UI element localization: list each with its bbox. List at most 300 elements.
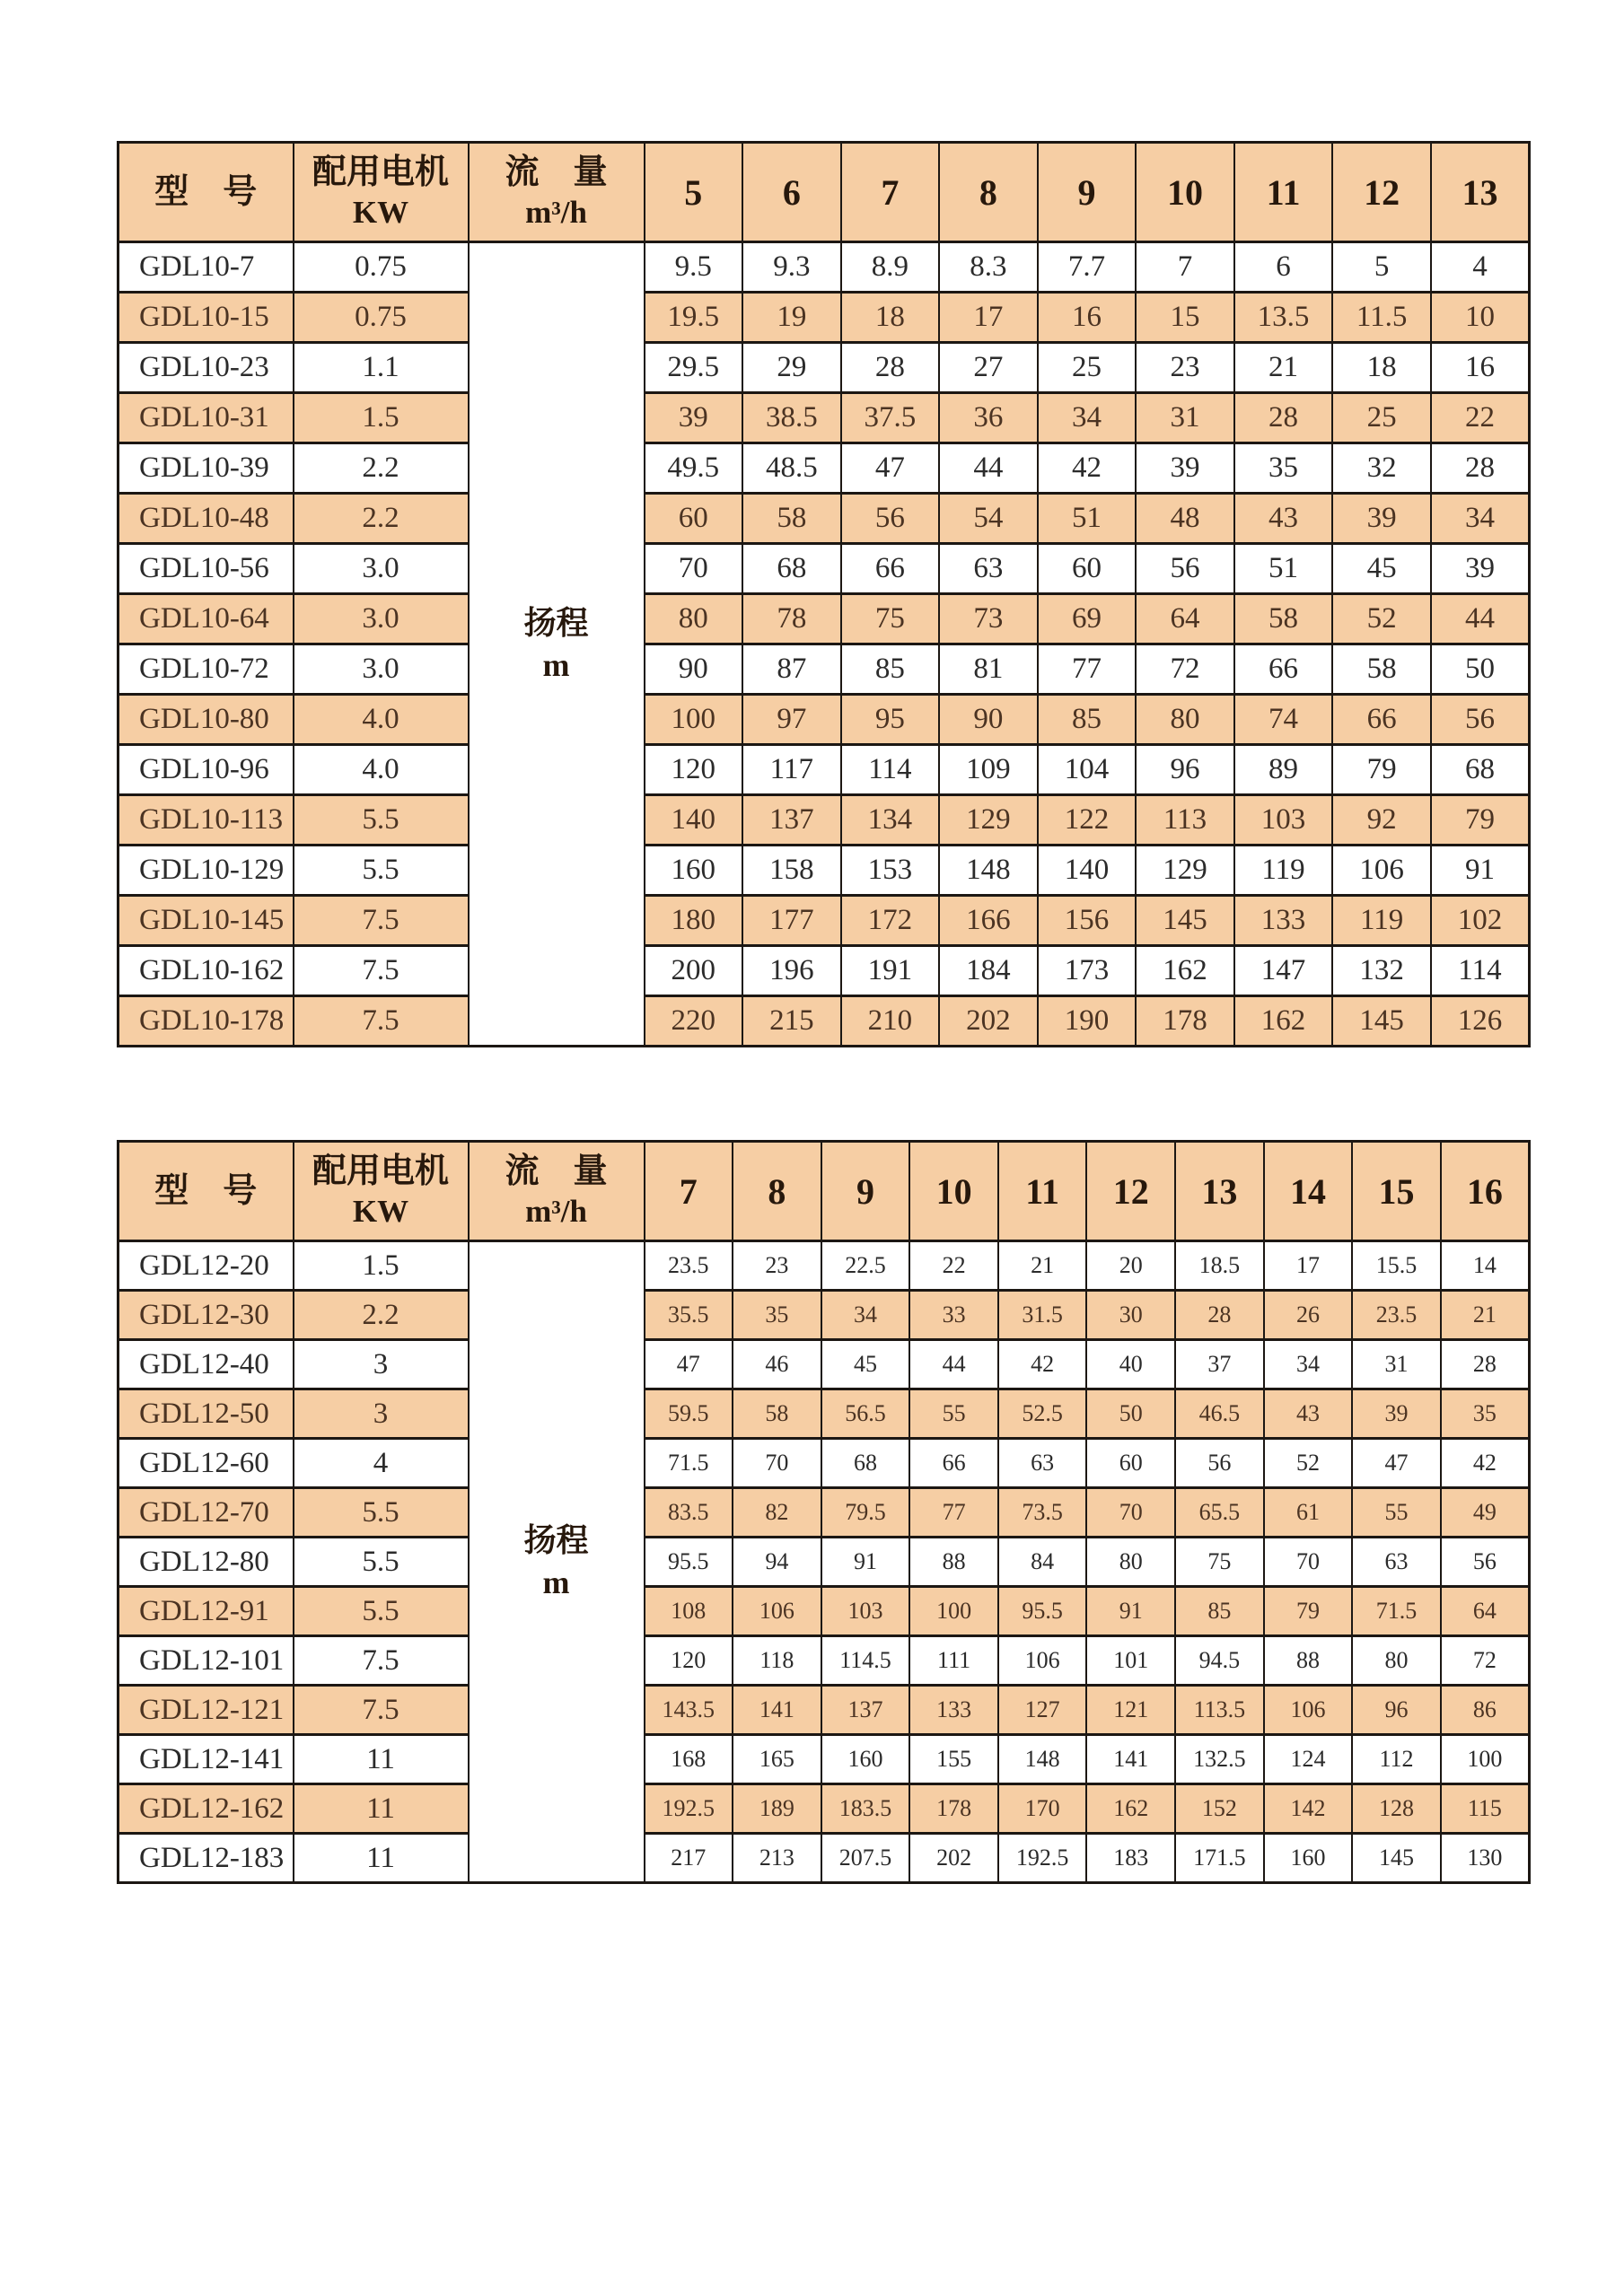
head-value-cell: 96 bbox=[1352, 1686, 1441, 1735]
head-unit-cell bbox=[469, 1241, 645, 1883]
table-row bbox=[119, 1241, 1530, 1291]
head-value-cell: 92 bbox=[1332, 795, 1431, 846]
flow-header-unit: m³/h bbox=[525, 194, 587, 230]
head-value-cell: 21 bbox=[998, 1241, 1087, 1291]
head-value-cell: 8.3 bbox=[939, 242, 1038, 293]
head-value-cell: 64 bbox=[1441, 1587, 1530, 1636]
head-value-cell: 38.5 bbox=[742, 393, 841, 443]
head-value-cell: 168 bbox=[645, 1735, 733, 1784]
head-value-cell: 18 bbox=[841, 293, 940, 343]
head-value-cell: 162 bbox=[1086, 1784, 1175, 1834]
head-value-cell: 71.5 bbox=[1352, 1587, 1441, 1636]
head-value-cell: 39 bbox=[1136, 443, 1234, 494]
head-value-cell: 103 bbox=[821, 1587, 910, 1636]
head-value-cell: 200 bbox=[645, 946, 743, 996]
head-value-cell: 7.7 bbox=[1038, 242, 1137, 293]
head-value-cell: 56 bbox=[1431, 695, 1530, 745]
head-value-cell: 100 bbox=[645, 695, 743, 745]
head-value-cell: 215 bbox=[742, 996, 841, 1047]
head-value-cell: 82 bbox=[733, 1488, 821, 1538]
model-cell: GDL10-162 bbox=[119, 946, 294, 996]
head-value-cell: 190 bbox=[1038, 996, 1137, 1047]
head-value-cell: 35.5 bbox=[645, 1291, 733, 1340]
head-unit-cell bbox=[469, 242, 645, 1047]
head-value-cell: 148 bbox=[939, 846, 1038, 896]
head-value-cell: 118 bbox=[733, 1636, 821, 1686]
head-value-cell: 207.5 bbox=[821, 1834, 910, 1883]
motor-kw-cell: 5.5 bbox=[294, 795, 469, 846]
head-value-cell: 36 bbox=[939, 393, 1038, 443]
motor-kw-cell: 7.5 bbox=[294, 946, 469, 996]
head-value-cell: 13.5 bbox=[1234, 293, 1333, 343]
head-value-cell: 45 bbox=[1332, 544, 1431, 594]
model-cell: GDL10-7 bbox=[119, 242, 294, 293]
header-row bbox=[119, 1142, 1530, 1241]
head-value-cell: 79 bbox=[1332, 745, 1431, 795]
model-cell: GDL12-183 bbox=[119, 1834, 294, 1883]
motor-header-label: 配用电机 bbox=[312, 153, 449, 192]
head-value-cell: 75 bbox=[1175, 1538, 1264, 1587]
head-value-cell: 108 bbox=[645, 1587, 733, 1636]
head-value-cell: 160 bbox=[1264, 1834, 1353, 1883]
head-value-cell: 202 bbox=[939, 996, 1038, 1047]
head-value-cell: 72 bbox=[1136, 644, 1234, 695]
head-value-cell: 121 bbox=[1086, 1686, 1175, 1735]
table-row bbox=[119, 1389, 1530, 1439]
model-cell: GDL12-20 bbox=[119, 1241, 294, 1291]
head-value-cell: 70 bbox=[733, 1439, 821, 1488]
table-row bbox=[119, 1291, 1530, 1340]
head-value-cell: 37.5 bbox=[841, 393, 940, 443]
head-value-cell: 19.5 bbox=[645, 293, 743, 343]
head-value-cell: 66 bbox=[909, 1439, 998, 1488]
model-cell: GDL10-15 bbox=[119, 293, 294, 343]
head-value-cell: 85 bbox=[1038, 695, 1137, 745]
table-body bbox=[119, 242, 1530, 1047]
head-value-cell: 48.5 bbox=[742, 443, 841, 494]
head-value-cell: 16 bbox=[1431, 343, 1530, 393]
head-value-cell: 56 bbox=[1175, 1439, 1264, 1488]
flow-rate-column-header: 13 bbox=[1431, 143, 1530, 242]
head-value-cell: 43 bbox=[1264, 1389, 1353, 1439]
head-value-cell: 74 bbox=[1234, 695, 1333, 745]
table-row bbox=[119, 1834, 1530, 1883]
pump-spec-table-gdl12 bbox=[117, 1140, 1531, 1884]
head-value-cell: 86 bbox=[1441, 1686, 1530, 1735]
head-value-cell: 156 bbox=[1038, 896, 1137, 946]
model-cell: GDL12-60 bbox=[119, 1439, 294, 1488]
head-value-cell: 9.3 bbox=[742, 242, 841, 293]
head-value-cell: 37 bbox=[1175, 1340, 1264, 1389]
motor-kw-cell: 0.75 bbox=[294, 242, 469, 293]
model-cell: GDL12-91 bbox=[119, 1587, 294, 1636]
head-value-cell: 183 bbox=[1086, 1834, 1175, 1883]
model-cell: GDL10-113 bbox=[119, 795, 294, 846]
head-value-cell: 166 bbox=[939, 896, 1038, 946]
head-value-cell: 96 bbox=[1136, 745, 1234, 795]
table-row bbox=[119, 846, 1530, 896]
table-row bbox=[119, 795, 1530, 846]
head-value-cell: 160 bbox=[821, 1735, 910, 1784]
table-row bbox=[119, 1686, 1530, 1735]
head-value-cell: 85 bbox=[841, 644, 940, 695]
motor-kw-cell: 3.0 bbox=[294, 644, 469, 695]
model-cell: GDL10-178 bbox=[119, 996, 294, 1047]
motor-kw-cell: 4.0 bbox=[294, 745, 469, 795]
table-header bbox=[119, 1142, 1530, 1241]
head-value-cell: 171.5 bbox=[1175, 1834, 1264, 1883]
head-value-cell: 97 bbox=[742, 695, 841, 745]
head-value-cell: 184 bbox=[939, 946, 1038, 996]
head-value-cell: 51 bbox=[1234, 544, 1333, 594]
head-value-cell: 75 bbox=[841, 594, 940, 644]
head-value-cell: 30 bbox=[1086, 1291, 1175, 1340]
model-cell: GDL10-23 bbox=[119, 343, 294, 393]
head-value-cell: 56.5 bbox=[821, 1389, 910, 1439]
head-value-cell: 46 bbox=[733, 1340, 821, 1389]
head-value-cell: 44 bbox=[909, 1340, 998, 1389]
head-value-cell: 55 bbox=[1352, 1488, 1441, 1538]
head-value-cell: 113 bbox=[1136, 795, 1234, 846]
head-value-cell: 25 bbox=[1038, 343, 1137, 393]
table-row bbox=[119, 745, 1530, 795]
flow-header-label: 流 量 bbox=[505, 1152, 608, 1191]
head-value-cell: 140 bbox=[1038, 846, 1137, 896]
motor-kw-cell: 11 bbox=[294, 1735, 469, 1784]
head-value-cell: 91 bbox=[1431, 846, 1530, 896]
model-cell: GDL12-70 bbox=[119, 1488, 294, 1538]
flow-rate-column-header: 8 bbox=[939, 143, 1038, 242]
head-value-cell: 202 bbox=[909, 1834, 998, 1883]
head-value-cell: 91 bbox=[821, 1538, 910, 1587]
head-value-cell: 60 bbox=[1086, 1439, 1175, 1488]
head-value-cell: 80 bbox=[645, 594, 743, 644]
head-value-cell: 183.5 bbox=[821, 1784, 910, 1834]
head-value-cell: 152 bbox=[1175, 1784, 1264, 1834]
head-value-cell: 90 bbox=[645, 644, 743, 695]
head-value-cell: 34 bbox=[821, 1291, 910, 1340]
head-value-cell: 56 bbox=[1441, 1538, 1530, 1587]
head-value-cell: 34 bbox=[1431, 494, 1530, 544]
head-value-cell: 170 bbox=[998, 1784, 1087, 1834]
motor-kw-cell: 5.5 bbox=[294, 1587, 469, 1636]
table-row bbox=[119, 494, 1530, 544]
head-value-cell: 73.5 bbox=[998, 1488, 1087, 1538]
flow-rate-column-header: 10 bbox=[909, 1142, 998, 1241]
flow-rate-column-header: 11 bbox=[1234, 143, 1333, 242]
head-value-cell: 4 bbox=[1431, 242, 1530, 293]
head-value-cell: 68 bbox=[821, 1439, 910, 1488]
head-value-cell: 95.5 bbox=[645, 1538, 733, 1587]
head-value-cell: 47 bbox=[645, 1340, 733, 1389]
head-value-cell: 43 bbox=[1234, 494, 1333, 544]
head-value-cell: 44 bbox=[939, 443, 1038, 494]
model-cell: GDL12-30 bbox=[119, 1291, 294, 1340]
flow-rate-column-header: 13 bbox=[1175, 1142, 1264, 1241]
head-value-cell: 8.9 bbox=[841, 242, 940, 293]
model-cell: GDL12-40 bbox=[119, 1340, 294, 1389]
head-value-cell: 106 bbox=[1332, 846, 1431, 896]
head-value-cell: 63 bbox=[998, 1439, 1087, 1488]
head-value-cell: 180 bbox=[645, 896, 743, 946]
head-value-cell: 28 bbox=[841, 343, 940, 393]
motor-kw-cell: 3.0 bbox=[294, 594, 469, 644]
head-value-cell: 66 bbox=[841, 544, 940, 594]
head-value-cell: 79 bbox=[1431, 795, 1530, 846]
table-row bbox=[119, 1439, 1530, 1488]
head-value-cell: 45 bbox=[821, 1340, 910, 1389]
head-value-cell: 27 bbox=[939, 343, 1038, 393]
head-value-cell: 132 bbox=[1332, 946, 1431, 996]
head-value-cell: 178 bbox=[909, 1784, 998, 1834]
head-value-cell: 10 bbox=[1431, 293, 1530, 343]
model-cell: GDL10-80 bbox=[119, 695, 294, 745]
head-value-cell: 106 bbox=[998, 1636, 1087, 1686]
head-value-cell: 18.5 bbox=[1175, 1241, 1264, 1291]
head-value-cell: 129 bbox=[939, 795, 1038, 846]
head-value-cell: 91 bbox=[1086, 1587, 1175, 1636]
head-value-cell: 145 bbox=[1332, 996, 1431, 1047]
head-value-cell: 31 bbox=[1136, 393, 1234, 443]
table-row bbox=[119, 293, 1530, 343]
head-value-cell: 70 bbox=[1264, 1538, 1353, 1587]
head-value-cell: 145 bbox=[1352, 1834, 1441, 1883]
head-value-cell: 77 bbox=[909, 1488, 998, 1538]
head-value-cell: 23.5 bbox=[645, 1241, 733, 1291]
head-value-cell: 61 bbox=[1264, 1488, 1353, 1538]
motor-header-cell bbox=[294, 1142, 469, 1241]
head-unit-symbol: m bbox=[542, 646, 570, 683]
head-value-cell: 17 bbox=[1264, 1241, 1353, 1291]
head-value-cell: 122 bbox=[1038, 795, 1137, 846]
head-value-cell: 71.5 bbox=[645, 1439, 733, 1488]
head-value-cell: 60 bbox=[1038, 544, 1137, 594]
head-value-cell: 160 bbox=[645, 846, 743, 896]
head-value-cell: 80 bbox=[1352, 1636, 1441, 1686]
model-cell: GDL10-39 bbox=[119, 443, 294, 494]
head-value-cell: 173 bbox=[1038, 946, 1137, 996]
motor-kw-cell: 4.0 bbox=[294, 695, 469, 745]
head-value-cell: 87 bbox=[742, 644, 841, 695]
head-value-cell: 120 bbox=[645, 745, 743, 795]
head-value-cell: 132.5 bbox=[1175, 1735, 1264, 1784]
head-value-cell: 80 bbox=[1136, 695, 1234, 745]
head-value-cell: 141 bbox=[733, 1686, 821, 1735]
head-value-cell: 32 bbox=[1332, 443, 1431, 494]
motor-kw-cell: 7.5 bbox=[294, 1636, 469, 1686]
flow-header-label: 流 量 bbox=[505, 153, 608, 192]
head-value-cell: 39 bbox=[1431, 544, 1530, 594]
head-value-cell: 21 bbox=[1441, 1291, 1530, 1340]
model-header-cell: 型 号 bbox=[119, 143, 294, 242]
head-value-cell: 31.5 bbox=[998, 1291, 1087, 1340]
head-value-cell: 143.5 bbox=[645, 1686, 733, 1735]
head-value-cell: 147 bbox=[1234, 946, 1333, 996]
model-cell: GDL10-64 bbox=[119, 594, 294, 644]
head-value-cell: 49.5 bbox=[645, 443, 743, 494]
head-value-cell: 153 bbox=[841, 846, 940, 896]
head-value-cell: 47 bbox=[841, 443, 940, 494]
head-value-cell: 50 bbox=[1086, 1389, 1175, 1439]
head-value-cell: 90 bbox=[939, 695, 1038, 745]
motor-kw-cell: 2.2 bbox=[294, 1291, 469, 1340]
head-value-cell: 52 bbox=[1332, 594, 1431, 644]
head-value-cell: 23 bbox=[1136, 343, 1234, 393]
head-value-cell: 15.5 bbox=[1352, 1241, 1441, 1291]
head-value-cell: 16 bbox=[1038, 293, 1137, 343]
head-value-cell: 33 bbox=[909, 1291, 998, 1340]
model-cell: GDL12-50 bbox=[119, 1389, 294, 1439]
table-row bbox=[119, 1488, 1530, 1538]
table-row bbox=[119, 1340, 1530, 1389]
motor-kw-cell: 11 bbox=[294, 1784, 469, 1834]
head-value-cell: 78 bbox=[742, 594, 841, 644]
head-value-cell: 134 bbox=[841, 795, 940, 846]
head-value-cell: 178 bbox=[1136, 996, 1234, 1047]
head-value-cell: 34 bbox=[1264, 1340, 1353, 1389]
head-value-cell: 66 bbox=[1234, 644, 1333, 695]
head-value-cell: 84 bbox=[998, 1538, 1087, 1587]
model-cell: GDL10-48 bbox=[119, 494, 294, 544]
head-value-cell: 15 bbox=[1136, 293, 1234, 343]
head-value-cell: 79 bbox=[1264, 1587, 1353, 1636]
motor-kw-cell: 0.75 bbox=[294, 293, 469, 343]
model-cell: GDL10-145 bbox=[119, 896, 294, 946]
motor-kw-cell: 2.2 bbox=[294, 443, 469, 494]
head-value-cell: 210 bbox=[841, 996, 940, 1047]
head-value-cell: 68 bbox=[742, 544, 841, 594]
head-value-cell: 49 bbox=[1441, 1488, 1530, 1538]
head-value-cell: 58 bbox=[1332, 644, 1431, 695]
head-value-cell: 217 bbox=[645, 1834, 733, 1883]
head-value-cell: 65.5 bbox=[1175, 1488, 1264, 1538]
table-row bbox=[119, 594, 1530, 644]
head-unit-symbol: m bbox=[542, 1564, 570, 1600]
model-cell: GDL12-121 bbox=[119, 1686, 294, 1735]
head-value-cell: 29.5 bbox=[645, 343, 743, 393]
head-value-cell: 81 bbox=[939, 644, 1038, 695]
head-value-cell: 117 bbox=[742, 745, 841, 795]
flow-rate-column-header: 7 bbox=[645, 1142, 733, 1241]
motor-kw-cell: 2.2 bbox=[294, 494, 469, 544]
table-row bbox=[119, 343, 1530, 393]
head-value-cell: 103 bbox=[1234, 795, 1333, 846]
head-value-cell: 42 bbox=[998, 1340, 1087, 1389]
head-value-cell: 192.5 bbox=[998, 1834, 1087, 1883]
motor-kw-cell: 11 bbox=[294, 1834, 469, 1883]
table-body bbox=[119, 1241, 1530, 1883]
head-value-cell: 26 bbox=[1264, 1291, 1353, 1340]
head-value-cell: 34 bbox=[1038, 393, 1137, 443]
head-value-cell: 70 bbox=[1086, 1488, 1175, 1538]
head-value-cell: 162 bbox=[1234, 996, 1333, 1047]
head-value-cell: 141 bbox=[1086, 1735, 1175, 1784]
model-cell: GDL10-96 bbox=[119, 745, 294, 795]
table-row bbox=[119, 1538, 1530, 1587]
head-value-cell: 172 bbox=[841, 896, 940, 946]
head-value-cell: 21 bbox=[1234, 343, 1333, 393]
head-value-cell: 111 bbox=[909, 1636, 998, 1686]
motor-header-unit: KW bbox=[352, 1193, 409, 1229]
motor-kw-cell: 3 bbox=[294, 1389, 469, 1439]
head-value-cell: 137 bbox=[821, 1686, 910, 1735]
head-value-cell: 165 bbox=[733, 1735, 821, 1784]
head-value-cell: 28 bbox=[1431, 443, 1530, 494]
head-value-cell: 104 bbox=[1038, 745, 1137, 795]
head-value-cell: 52.5 bbox=[998, 1389, 1087, 1439]
head-value-cell: 44 bbox=[1431, 594, 1530, 644]
head-value-cell: 40 bbox=[1086, 1340, 1175, 1389]
head-value-cell: 63 bbox=[1352, 1538, 1441, 1587]
head-unit-label: 扬程 bbox=[523, 1522, 589, 1559]
head-value-cell: 48 bbox=[1136, 494, 1234, 544]
motor-kw-cell: 7.5 bbox=[294, 1686, 469, 1735]
head-value-cell: 148 bbox=[998, 1735, 1087, 1784]
head-value-cell: 68 bbox=[1431, 745, 1530, 795]
pump-spec-table-gdl10 bbox=[117, 141, 1531, 1047]
head-value-cell: 58 bbox=[733, 1389, 821, 1439]
flow-header-cell bbox=[469, 143, 645, 242]
motor-kw-cell: 4 bbox=[294, 1439, 469, 1488]
head-value-cell: 7 bbox=[1136, 242, 1234, 293]
head-value-cell: 101 bbox=[1086, 1636, 1175, 1686]
flow-rate-column-header: 15 bbox=[1352, 1142, 1441, 1241]
motor-header-unit: KW bbox=[352, 194, 409, 230]
flow-header-cell bbox=[469, 1142, 645, 1241]
head-value-cell: 77 bbox=[1038, 644, 1137, 695]
head-value-cell: 88 bbox=[909, 1538, 998, 1587]
head-value-cell: 64 bbox=[1136, 594, 1234, 644]
flow-rate-column-header: 14 bbox=[1264, 1142, 1353, 1241]
head-value-cell: 114.5 bbox=[821, 1636, 910, 1686]
head-value-cell: 31 bbox=[1352, 1340, 1441, 1389]
head-value-cell: 106 bbox=[1264, 1686, 1353, 1735]
motor-kw-cell: 7.5 bbox=[294, 996, 469, 1047]
head-value-cell: 95.5 bbox=[998, 1587, 1087, 1636]
head-value-cell: 120 bbox=[645, 1636, 733, 1686]
head-value-cell: 52 bbox=[1264, 1439, 1353, 1488]
head-value-cell: 20 bbox=[1086, 1241, 1175, 1291]
head-value-cell: 25 bbox=[1332, 393, 1431, 443]
head-value-cell: 189 bbox=[733, 1784, 821, 1834]
motor-header-cell bbox=[294, 143, 469, 242]
head-value-cell: 95 bbox=[841, 695, 940, 745]
head-value-cell: 28 bbox=[1234, 393, 1333, 443]
head-value-cell: 55 bbox=[909, 1389, 998, 1439]
head-value-cell: 213 bbox=[733, 1834, 821, 1883]
head-value-cell: 22 bbox=[1431, 393, 1530, 443]
head-value-cell: 58 bbox=[742, 494, 841, 544]
head-value-cell: 60 bbox=[645, 494, 743, 544]
table-row bbox=[119, 1735, 1530, 1784]
head-value-cell: 109 bbox=[939, 745, 1038, 795]
table-row bbox=[119, 644, 1530, 695]
head-value-cell: 119 bbox=[1332, 896, 1431, 946]
motor-kw-cell: 1.1 bbox=[294, 343, 469, 393]
flow-rate-column-header: 5 bbox=[645, 143, 743, 242]
head-value-cell: 9.5 bbox=[645, 242, 743, 293]
head-value-cell: 196 bbox=[742, 946, 841, 996]
head-value-cell: 11.5 bbox=[1332, 293, 1431, 343]
model-cell: GDL12-80 bbox=[119, 1538, 294, 1587]
head-value-cell: 29 bbox=[742, 343, 841, 393]
head-value-cell: 83.5 bbox=[645, 1488, 733, 1538]
flow-rate-column-header: 10 bbox=[1136, 143, 1234, 242]
head-value-cell: 14 bbox=[1441, 1241, 1530, 1291]
table-row bbox=[119, 1636, 1530, 1686]
model-cell: GDL10-129 bbox=[119, 846, 294, 896]
header-row bbox=[119, 143, 1530, 242]
